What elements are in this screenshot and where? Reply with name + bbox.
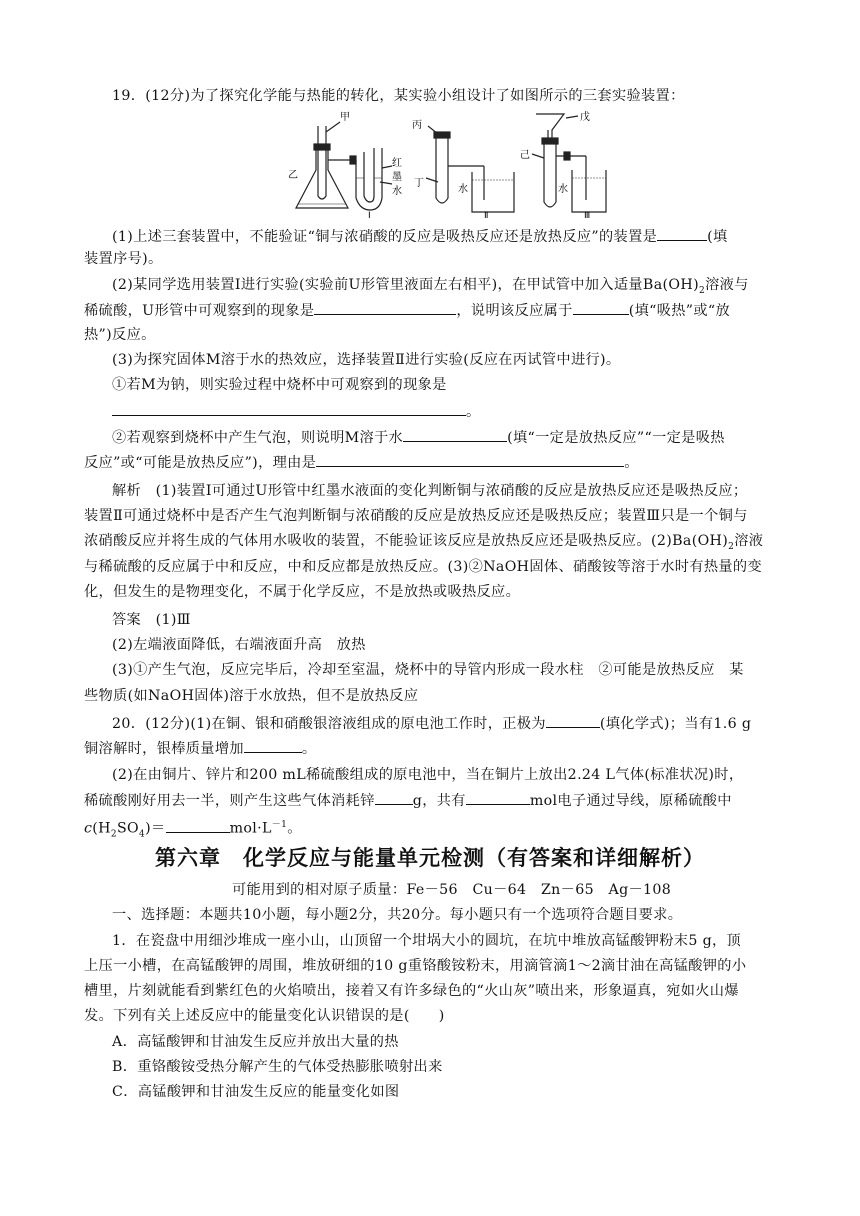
q20-line2 <box>84 738 784 759</box>
q20-l4a: 稀硫酸刚好用去一半，则产生这些气体消耗锌 <box>84 793 375 809</box>
label-ding: 丁 <box>414 178 424 189</box>
q20-line1 <box>112 713 812 734</box>
label-mo: 墨 <box>392 172 402 183</box>
q19-p3d-tail: (填“一定是放热反应”“一定是吸热 <box>507 430 725 446</box>
answer-blank[interactable] <box>546 713 600 728</box>
q20-line3: (2)在由铜片、锌片和200 mL稀硫酸组成的原电池中，当在铜片上放出2.24 L气体(标准状况)时， <box>112 767 744 783</box>
analysis-line1: 解析 (1)装置Ⅰ可通过U形管中红墨水液面的变化判断铜与浓硝酸的反应是放热反应还是吸热反应； <box>112 483 748 499</box>
q20-l4b: g，共有 <box>412 793 466 809</box>
label-II: Ⅱ <box>484 211 489 220</box>
q19-p2-line2 <box>84 300 784 321</box>
q19-p3-line3 <box>112 401 812 422</box>
answer-blank[interactable] <box>314 300 456 315</box>
q19-p1-line2: 装置序号)。 <box>84 251 163 267</box>
q1-line1: 1．在瓷盘中用细沙堆成一座小山，山顶留一个坩埚大小的圆坑，在坑中堆放高锰酸钾粉末5 g，顶 <box>112 933 742 949</box>
answer-line3: (3)①产生气泡，反应完毕后，冷却至室温，烧杯中的导管内形成一段水柱 ②可能是放热反应 某 <box>112 662 744 678</box>
q19-p3-line5 <box>84 452 784 473</box>
period: 。 <box>301 741 317 757</box>
answer-blank[interactable] <box>166 818 230 833</box>
q19-p2b-mid: ，说明该反应属于 <box>456 303 573 319</box>
subscript: 2 <box>110 829 117 840</box>
q19-p2b-tail: (填“吸热”或“放 <box>628 303 731 319</box>
q19-p2-text-tail: 溶液与 <box>705 277 749 293</box>
subscript: 2 <box>728 541 735 552</box>
answer-line2: (2)左端液面降低，右端液面升高 放热 <box>112 637 366 653</box>
label-shui3: 水 <box>558 184 568 195</box>
q1-line3: 槽里，片刻就能看到紫红色的火焰喷出，接着又有许多绿色的“火山灰”喷出来，形象逼真，宛如火山爆 <box>84 983 739 999</box>
period: 。 <box>466 404 481 420</box>
option-a: A．高锰酸钾和甘油发生反应并放出大量的热 <box>112 1034 399 1050</box>
q19-p1-text2: (填 <box>707 229 728 245</box>
label-hong: 红 <box>392 158 402 169</box>
q19-p1-text: (1)上述三套装置中，不能验证“铜与浓硝酸的反应是吸热反应还是放热反应”的装置是 <box>112 229 658 245</box>
label-shui2: 水 <box>458 184 468 195</box>
q20-l4c: mol电子通过导线，原稀硫酸中 <box>529 793 732 809</box>
answer-blank[interactable] <box>657 226 707 241</box>
label-ji: 己 <box>520 150 530 161</box>
label-jia: 甲 <box>340 112 350 123</box>
q19-p2-text: (2)某同学选用装置Ⅰ进行实验(实验前U形管里液面左右相平)，在甲试管中加入适量Ba(OH) <box>112 277 699 293</box>
answer-blank[interactable] <box>112 401 466 416</box>
q20-l5b: (H <box>92 820 111 837</box>
answer-blank[interactable] <box>244 738 302 753</box>
q1-line2: 上压一小槽，在高锰酸钾的周围，堆放研细的10 g重铬酸铵粉末，用滴管滴1～2滴甘油在高锰酸钾的小 <box>84 958 747 974</box>
answer-blank[interactable] <box>466 790 530 805</box>
q20-l5d: SO <box>116 820 140 837</box>
q19-p3e-text: 反应”或“可能是放热反应”)，理由是 <box>84 455 317 471</box>
answer-line1: 答案 (1)Ⅲ <box>112 612 191 628</box>
q19-p3-line4 <box>112 427 812 448</box>
period: 。 <box>624 455 639 471</box>
q20-l1b: (填化学式)；当有1.6 g <box>599 716 752 732</box>
label-III: Ⅲ <box>584 211 591 220</box>
analysis-line3-tail: 溶液 <box>734 533 764 549</box>
q19-p3-line2: ①若M为钠，则实验过程中烧杯中可观察到的现象是 <box>112 377 447 393</box>
analysis-line3-text: 浓硝酸反应并将生成的气体用水吸收的装置，不能验证该反应是放热反应还是吸热反应。(2)Ba(OH) <box>84 533 729 549</box>
answer-blank[interactable] <box>375 790 413 805</box>
subscript: 2 <box>698 285 706 296</box>
q19-stem: 19．(12分)为了探究化学能与热能的转化，某实验小组设计了如图所示的三套实验装置： <box>112 88 685 104</box>
q20-l2a: 铜溶解时，银棒质量增加 <box>84 741 244 757</box>
chapter-title: 第六章 化学反应与能量单元检测（有答案和详细解析） <box>155 846 705 870</box>
analysis-line2: 装置Ⅱ可通过烧杯中是否产生气泡判断铜与浓硝酸的反应是放热反应还是吸热反应；装置Ⅲ只是一个铜与 <box>84 508 748 524</box>
label-yi: 乙 <box>288 170 298 181</box>
analysis-line3 <box>84 531 784 557</box>
answer-line4: 些物质(如NaOH固体)溶于水放热，但不是放热反应 <box>84 688 419 704</box>
label-bing: 丙 <box>412 120 422 131</box>
q1-line4: 发。下列有关上述反应中的能量变化认识错误的是( ) <box>84 1008 445 1024</box>
q19-p2-line1 <box>112 275 812 301</box>
answer-blank[interactable] <box>573 300 629 315</box>
q19-p2b-text: 稀硫酸，U形管中可观察到的现象是 <box>84 303 315 319</box>
label-wu: 戊 <box>580 112 590 123</box>
q20-l1a: 20．(12分)(1)在铜、银和硝酸银溶液组成的原电池工作时，正极为 <box>112 716 546 732</box>
period: 。 <box>287 820 302 837</box>
option-c: C．高锰酸钾和甘油发生反应的能量变化如图 <box>112 1084 400 1100</box>
option-b: B．重铬酸铵受热分解产生的气体受热膨胀喷射出来 <box>112 1059 443 1075</box>
q19-p3d-text: ②若观察到烧杯中产生气泡，则说明M溶于水 <box>112 430 404 446</box>
superscript: －1 <box>271 820 288 830</box>
atomic-masses: 可能用到的相对原子质量：Fe－56 Cu－64 Zn－65 Ag－108 <box>232 882 672 898</box>
label-shui: 水 <box>392 186 402 197</box>
q20-l5f: )＝ <box>145 820 166 837</box>
answer-blank[interactable] <box>316 452 624 467</box>
analysis-line5: 化，但发生的是物理变化，不属于化学反应，不是放热或吸热反应。 <box>84 584 521 600</box>
q19-p2-line3: 热”)反应。 <box>84 327 156 343</box>
label-I: Ⅰ <box>368 211 371 220</box>
subscript: 4 <box>139 829 146 840</box>
analysis-line4: 与稀硫酸的反应属于中和反应，中和反应都是放热反应。(3)②NaOH固体、硝酸铵等溶于水时有热量的变 <box>84 559 763 575</box>
q20-l5g: mol·L <box>229 820 272 837</box>
answer-blank[interactable] <box>403 427 507 442</box>
q20-line5 <box>84 815 784 845</box>
q20-c-symbol: c <box>84 820 93 837</box>
apparatus-figure <box>288 108 608 220</box>
q19-p3-line1: (3)为探究固体M溶于水的热效应，选择装置Ⅱ进行实验(反应在丙试管中进行)。 <box>112 352 621 368</box>
q20-line4 <box>84 790 784 811</box>
q19-p1-line1 <box>112 226 812 247</box>
section-heading: 一、选择题：本题共10小题，每小题2分，共20分。每小题只有一个选项符合题目要求。 <box>112 907 683 923</box>
